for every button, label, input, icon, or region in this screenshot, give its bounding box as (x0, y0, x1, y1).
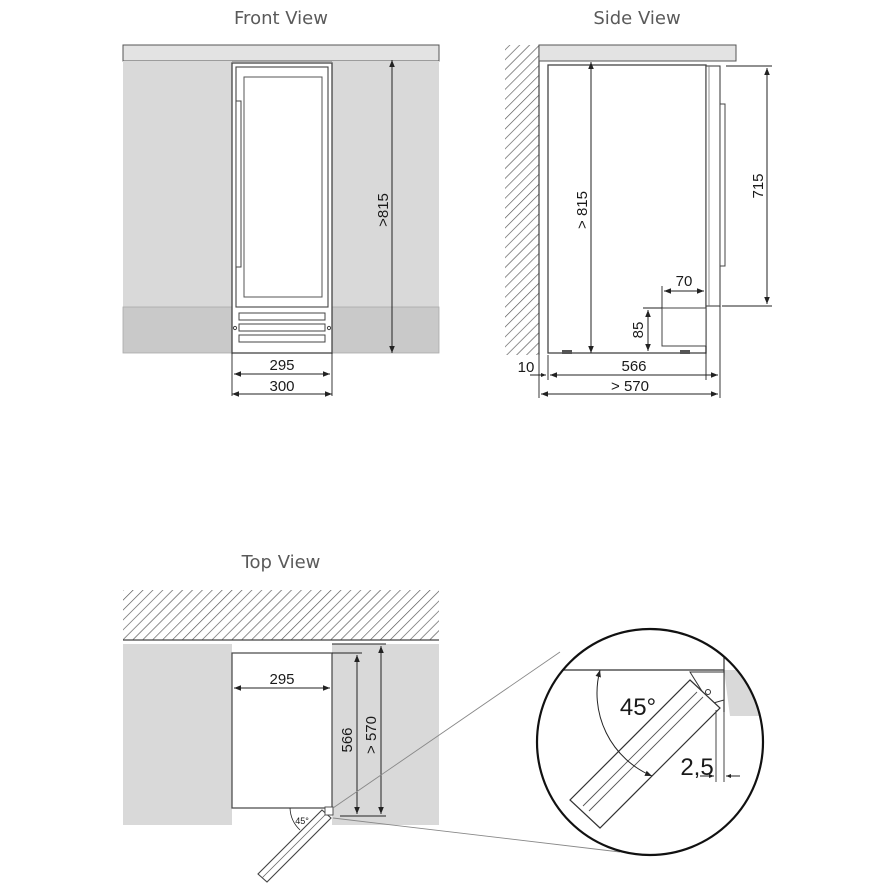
top-left-cabinet (123, 644, 232, 825)
wall-hatch (505, 45, 539, 355)
side-handle (720, 104, 725, 266)
left-cabinet-plinth (123, 307, 232, 353)
front-view-title: Front View (234, 8, 328, 29)
plinth-depth-label: 70 (675, 273, 693, 290)
door-handle (236, 101, 241, 267)
drawer-2 (239, 324, 325, 331)
detail-cabinet (724, 670, 770, 716)
countertop (123, 45, 439, 61)
front-height-label: >815 (375, 193, 392, 227)
front-inner-width-label: 295 (269, 357, 295, 374)
top-wall-hatch (123, 590, 439, 640)
side-view-title: Side View (593, 8, 681, 29)
left-cabinet (123, 61, 232, 307)
gap-label: 10 (517, 359, 535, 376)
detail-angle-label: 45° (619, 694, 657, 721)
side-view (505, 8, 772, 398)
side-depth-label: 566 (621, 358, 647, 375)
side-height-label: > 815 (574, 191, 591, 229)
top-depth-label: 566 (339, 727, 356, 753)
small-angle-label: 45° (295, 816, 309, 826)
top-width-label: 295 (269, 671, 295, 688)
front-outer-width-label: 300 (269, 378, 295, 395)
top-niche-depth-label: > 570 (363, 716, 380, 754)
right-cabinet (332, 61, 439, 307)
front-view (123, 8, 439, 396)
foot-front (680, 350, 690, 354)
plinth-height-label: 85 (630, 321, 647, 339)
top-view-title: Top View (241, 552, 321, 573)
detail-gap-label: 2,5 (680, 754, 714, 781)
wine-cooler-front (232, 63, 332, 353)
foot-rear (562, 350, 572, 354)
door-height-label: 715 (750, 173, 767, 199)
side-door (706, 66, 720, 306)
right-cabinet-plinth (332, 307, 439, 353)
drawer-1 (239, 313, 325, 320)
plinth-box (662, 308, 706, 346)
side-countertop (539, 45, 736, 61)
door-hinge (325, 807, 333, 815)
glass-pane (244, 77, 322, 297)
hinge-detail (537, 629, 770, 855)
drawer-3 (239, 335, 325, 342)
niche-depth-label: > 570 (611, 378, 649, 395)
